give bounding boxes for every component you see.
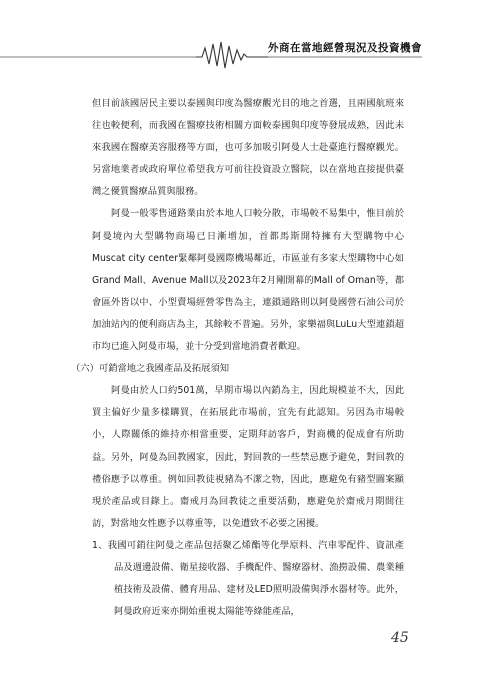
paragraph-market-notes: 阿曼由於人口約501萬，早期市場以內銷為主，因此規模並不大，因此買主偏好少量多樣購買，在拓展此市場前，宜先有此認知。另因為市場較小，人際關係的維持亦相當重要，定期拜訪客戶，對商機的促成會有所助益。另外，阿曼為回教國家，因此，對回教的一些禁忌應予避免，對回教的禮俗應予以尊重。例如回教徒視豬為不潔之物，因此，應避免有豬型圖案顯現於產品或目錄上。齋戒月為回教徒之重要活動，應避免於齋戒月期間往訪，對當地女性應予以尊重等，以免遭致不必要之困擾。 <box>92 385 404 529</box>
paragraph-medical-tourism: 但目前該國居民主要以泰國與印度為醫療觀光目的地之首選，且兩國航班來往也較便利，而我國在醫療技術相關方面較泰國與印度等發展成熟，因此未來我國在醫療美容服務等方面，也可多加吸引阿曼人士赴臺進行醫療觀光。另當地業者或政府單位希望我方可前往投資設立醫院，以在當地直接提供臺灣之優質醫療品質與服務。 <box>92 98 404 198</box>
page-number: 45 <box>391 630 409 646</box>
page-body <box>71 93 404 623</box>
header-rule-ecg-graphic <box>0 0 480 70</box>
page-header <box>0 0 480 70</box>
running-header-title: 外商在當地經營現況及投資機會 <box>268 42 422 54</box>
section-heading: （六）可銷當地之我國產品及拓展須知 <box>71 363 230 375</box>
paragraph-retail-channels: 阿曼一般零售通路業由於本地人口較分散，市場較不易集中，惟目前於阿曼境內大型購物商場已日漸增加，首都馬斯開特擁有大型購物中心Muscat city center緊鄰阿曼國際機場鄰近，市區並有多家大型購物中心如Grand Mall、Avenue Mall以及2023年2月剛開幕的Mall of Oman等，都會區外皆以中、小型賣場經營零售為主，連鎖通路則以阿曼國營石油公司於加油站內的便利商店為主，其餘較不普遍。另外，家樂福與LuLu大型連鎖超市均已進入阿曼市場，並十分受到當地消費者歡迎。 <box>92 208 404 353</box>
list-item: 1、我國可銷往阿曼之產品包括聚乙烯酯等化學原料、汽車零配件、資訊產品及週邊設備、衛星接收器、手機配件、醫療器材、漁撈設備、農業種植技術及設備、體育用品、建材及LED照明設備與淨水器材等。此外，阿曼政府近來亦開始重視太陽能等綠能產品， <box>92 539 404 618</box>
